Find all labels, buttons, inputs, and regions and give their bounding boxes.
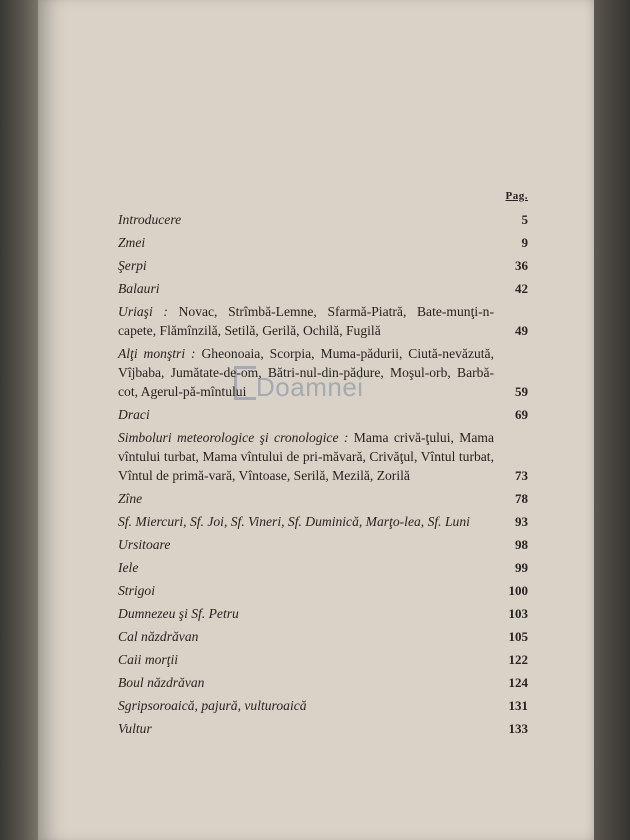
entry-title: Iele <box>118 560 139 575</box>
entry-page-number: 103 <box>508 606 528 621</box>
entry-page-number: 100 <box>508 583 528 598</box>
page-column-header: Pag. <box>505 190 528 202</box>
toc-entry <box>118 233 528 252</box>
entry-title: Draci <box>118 407 150 422</box>
entry-page-number: 122 <box>508 652 528 667</box>
entry-title: Boul năzdrăvan <box>118 675 205 690</box>
entry-description: Novac, Strîmbă-Lemne, Sfarmă-Piatră, Bate-munţi-n-capete, Flămînzilă, Setilă, Gerilă, Ochilă, Fugilă <box>118 304 494 338</box>
entry-title: Balauri <box>118 281 160 296</box>
toc-entry <box>118 558 528 577</box>
toc-entry <box>118 344 528 401</box>
entry-page-number: 9 <box>521 235 528 250</box>
entry-page-number: 69 <box>515 407 528 422</box>
book-edge-right <box>594 0 630 840</box>
toc-entry <box>118 650 528 669</box>
toc-entry <box>118 581 528 600</box>
entry-page-number: 99 <box>515 560 528 575</box>
entry-title: Sgripsoroaică, pajură, vulturoaică <box>118 698 307 713</box>
entry-title: Simboluri meteorologice şi cronologice : <box>118 430 349 445</box>
toc-entry <box>118 719 528 738</box>
toc-entry <box>118 405 528 424</box>
entry-page-number: 73 <box>515 468 528 483</box>
entry-title: Vultur <box>118 721 152 736</box>
entry-page-number: 124 <box>508 675 528 690</box>
toc-entry <box>118 627 528 646</box>
entry-page-number: 105 <box>508 629 528 644</box>
toc-entry <box>118 210 528 229</box>
watermark: Doamnei <box>256 372 364 402</box>
entry-page-number: 36 <box>515 258 528 273</box>
toc-entry <box>118 512 528 531</box>
entry-title: Ursitoare <box>118 537 171 552</box>
entry-title: Şerpi <box>118 258 147 273</box>
entry-title: Zmei <box>118 235 146 250</box>
entry-description: Mama crivă-ţului, Mama vîntului turbat, Mama vîntului de pri-măvară, Crivăţul, Vîntul turbat, Vîntul de primă-vară, Vîntoase, Serilă, Mezilă, Zorilă <box>118 430 494 483</box>
toc-entry <box>118 489 528 508</box>
entry-title: Strigoi <box>118 583 156 598</box>
entry-title: Cal năzdrăvan <box>118 629 199 644</box>
entry-title: Alţi monştri : <box>118 346 196 361</box>
toc-entry <box>118 302 528 340</box>
entry-page-number: 78 <box>515 491 528 506</box>
toc-entry <box>118 696 528 715</box>
entry-title: Sf. Miercuri, Sf. Joi, Sf. Vineri, Sf. Duminică, Marţo-lea, Sf. Luni <box>118 514 470 529</box>
toc-entry <box>118 604 528 623</box>
entry-page-number: 59 <box>515 384 528 399</box>
entry-page-number: 42 <box>515 281 528 296</box>
entry-page-number: 93 <box>515 514 528 529</box>
toc-entry <box>118 428 528 485</box>
entry-title: Introducere <box>118 212 182 227</box>
entry-title: Uriaşi : <box>118 304 168 319</box>
entry-title: Zîne <box>118 491 143 506</box>
entry-page-number: 98 <box>515 537 528 552</box>
entry-page-number: 133 <box>508 721 528 736</box>
book-binding-left <box>0 0 38 840</box>
entry-page-number: 49 <box>515 323 528 338</box>
toc-entry <box>118 279 528 298</box>
entry-title: Dumnezeu şi Sf. Petru <box>118 606 239 621</box>
table-of-contents <box>118 190 528 742</box>
entry-page-number: 131 <box>508 698 528 713</box>
entry-description: Gheonoaia, Scorpia, Muma-pădurii, Ciută-nevăzută, Vîjbaba, Jumătate-de-om, Bătri-nul-din-pădure, Moşul-orb, Barbă-cot, Agerul-pă-mîntului <box>118 346 494 399</box>
toc-entry <box>118 535 528 554</box>
toc-entry <box>118 673 528 692</box>
entry-page-number: 5 <box>521 212 528 227</box>
toc-entry <box>118 256 528 275</box>
entry-title: Caii morţii <box>118 652 179 667</box>
